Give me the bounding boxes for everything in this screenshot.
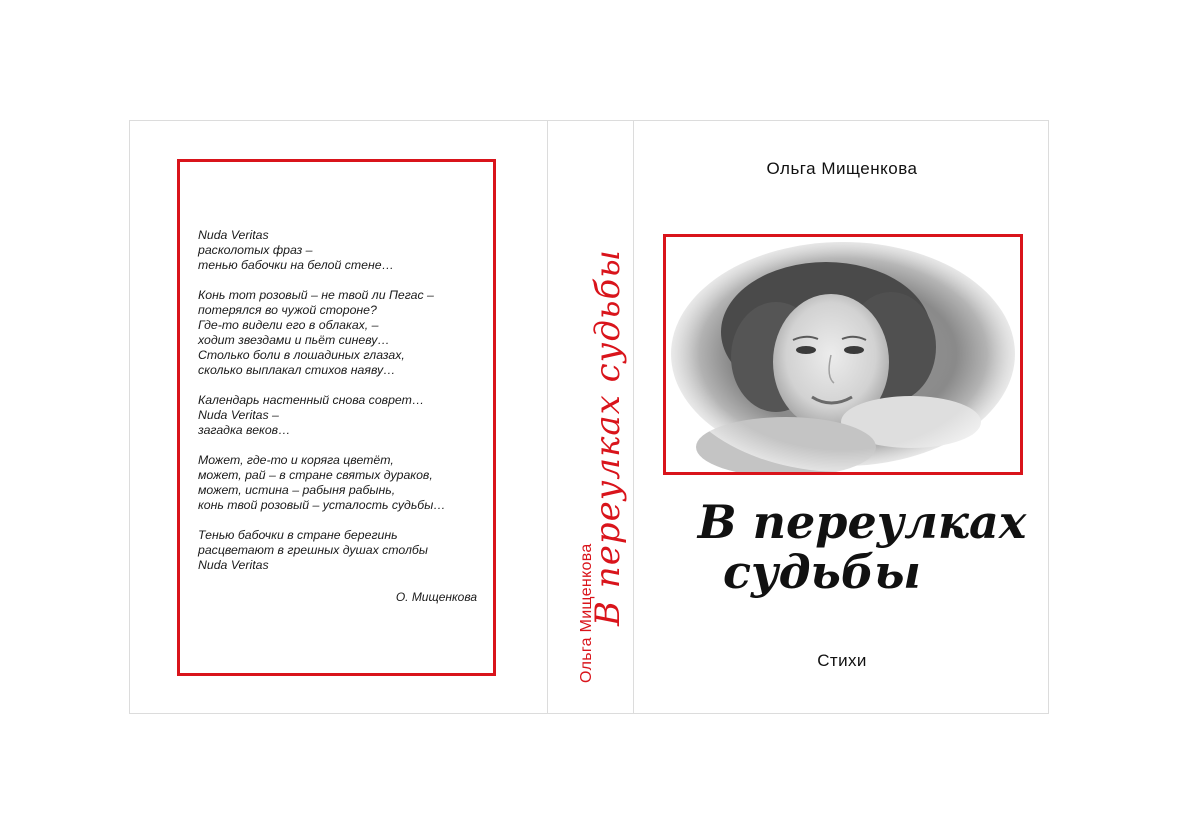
- poem-line: Где-то видели его в облаках, –: [198, 318, 379, 332]
- back-cover-frame: [177, 159, 496, 676]
- spine-fold-left: [547, 121, 548, 713]
- poem-line: Календарь настенный снова соврет…: [198, 393, 425, 407]
- poem-line: сколько выплакал стихов наяву…: [198, 363, 396, 377]
- front-title-line-2: судьбы: [723, 545, 921, 599]
- poem-line: может, рай – в стране святых дураков,: [198, 468, 433, 482]
- poem-line: расцветают в грешных душах столбы: [198, 543, 428, 557]
- poem-line: загадка веков…: [198, 423, 291, 437]
- poem-line: конь твой розовый – усталость судьбы…: [198, 498, 446, 512]
- poem-stanza: [198, 393, 488, 438]
- poem-stanza: [198, 228, 488, 273]
- poem-line: тенью бабочки на белой стене…: [198, 258, 394, 272]
- poem-line: расколотых фраз –: [198, 243, 313, 257]
- poem-stanza: [198, 528, 488, 573]
- poem-stanza: [198, 288, 488, 378]
- poem-line: Столько боли в лошадиных глазах,: [198, 348, 405, 362]
- front-title: [634, 497, 1050, 597]
- poem-line: Nuda Veritas –: [198, 408, 279, 422]
- poem-line: ходит звездами и пьёт синеву…: [198, 333, 390, 347]
- poem-line: Конь тот розовый – не твой ли Пегас –: [198, 288, 434, 302]
- front-author-name: Ольга Мищенкова: [766, 159, 918, 178]
- poem-signature: О. Мищенкова: [395, 590, 477, 604]
- spine-title: В переулках судьбы: [588, 249, 628, 626]
- poem-line: Nuda Veritas: [198, 558, 269, 572]
- spine-fold-right: [633, 121, 634, 713]
- poem-line: Nuda Veritas: [198, 228, 269, 242]
- poem-line: может, истина – рабыня рабынь,: [198, 483, 396, 497]
- poem-line: Может, где-то и коряга цветёт,: [198, 453, 394, 467]
- poem-stanza: [198, 453, 488, 513]
- portrait-image: [666, 237, 1020, 472]
- poem-line: Тенью бабочки в стране берегинь: [198, 528, 398, 542]
- back-cover-poem: [198, 228, 488, 588]
- author-portrait: [663, 234, 1023, 475]
- poem-line: потерялся во чужой стороне?: [198, 303, 377, 317]
- front-title-line-1: В переулках: [697, 495, 1027, 549]
- spine-author: Ольга Мищенкова: [578, 543, 595, 683]
- front-subtitle: Стихи: [817, 651, 867, 670]
- book-cover-spread: [129, 120, 1049, 714]
